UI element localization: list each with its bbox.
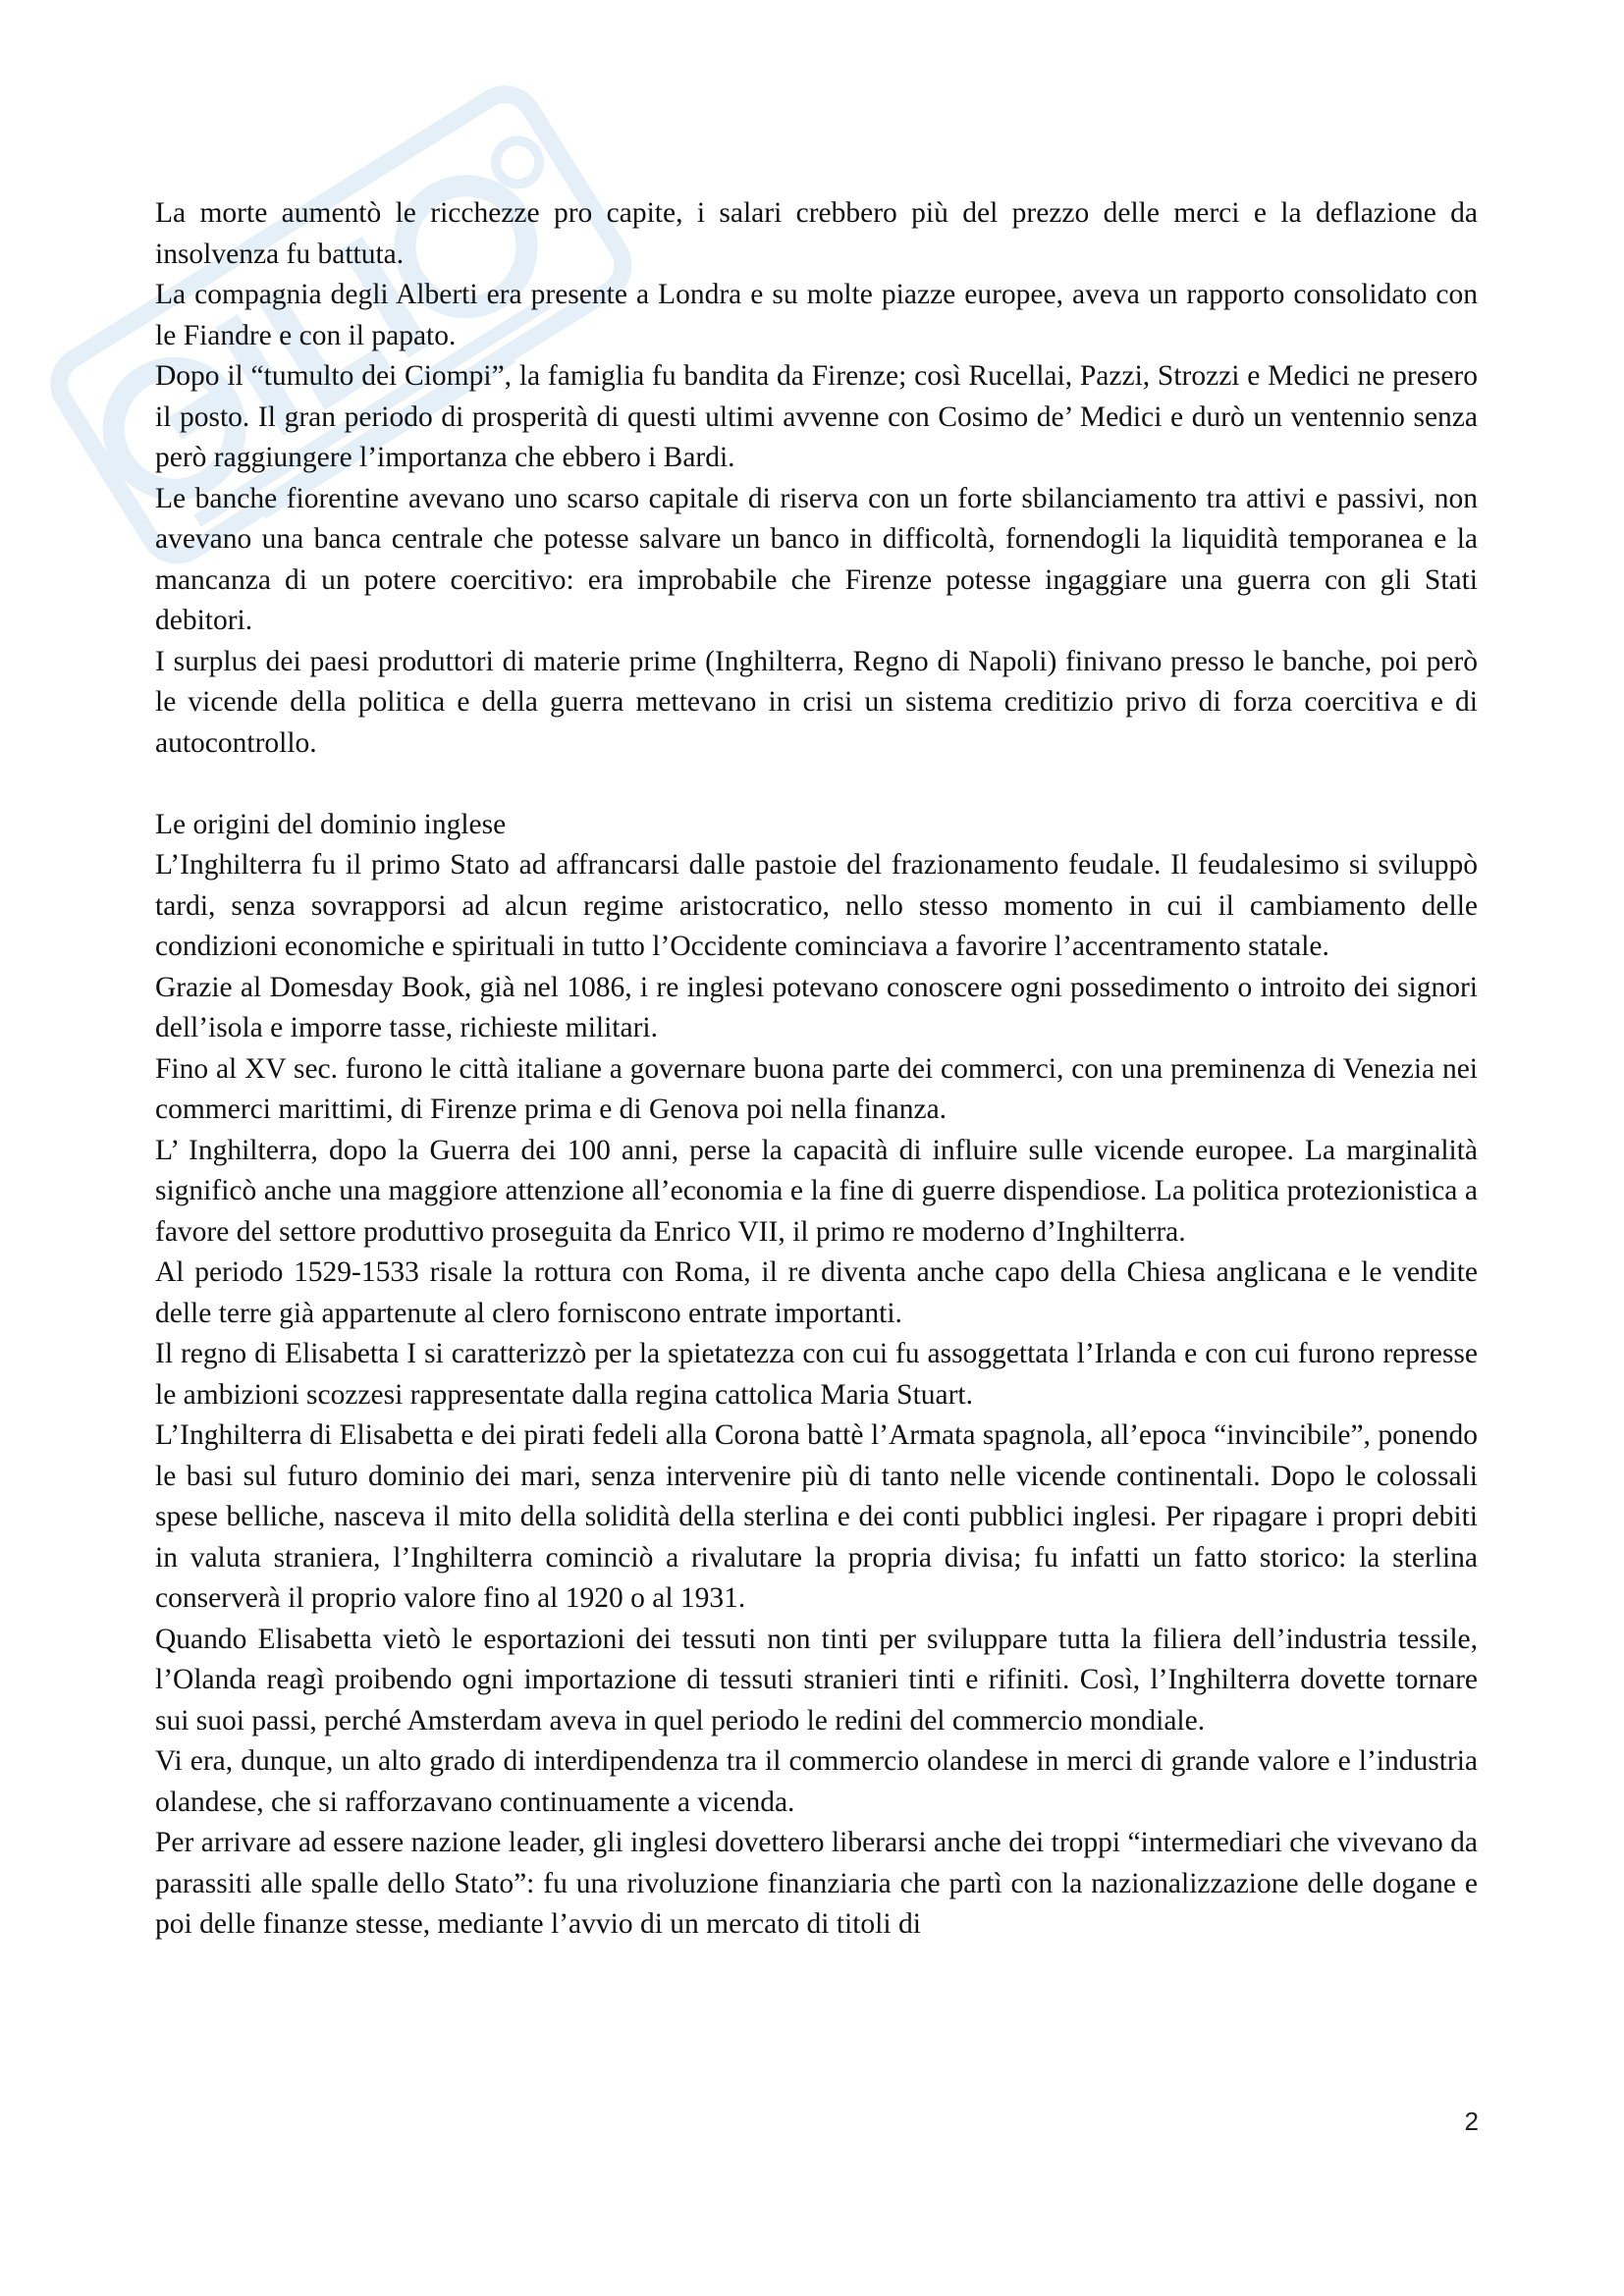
paragraph: Per arrivare ad essere nazione leader, gli inglesi dovettero liberarsi anche dei troppi “intermediari che vivevano da parassiti alle spalle dello Stato”: fu una rivoluzione finanziaria che partì con la nazionalizzazione delle dogane e poi delle finanze stesse, mediante l’avvio di un mercato di titoli di bbox=[155, 1827, 1478, 1940]
paragraph: La compagnia degli Alberti era presente a Londra e su molte piazze europee, aveva un rapporto consolidato con le Fiandre e con il papato. bbox=[155, 279, 1478, 351]
paragraph: L’Inghilterra di Elisabetta e dei pirati fedeli alla Corona battè l’Armata spagnola, all’epoca “invincibile”, ponendo le basi sul futuro dominio dei mari, senza intervenire più di tanto nelle vicende continentali. Dopo le colossali spese belliche, nasceva il mito della solidità della sterlina e dei conti pubblici inglesi. Per ripagare i propri debiti in valuta straniera, l’Inghilterra cominciò a rivalutare la propria divisa; fu infatti un fatto storico: la sterlina conserverà il proprio valore fino al 1920 o al 1931. bbox=[155, 1419, 1478, 1614]
paragraph: Vi era, dunque, un alto grado di interdipendenza tra il commercio olandese in merci di grande valore e l’industria olandese, che si rafforzavano continuamente a vicenda. bbox=[155, 1745, 1478, 1818]
paragraph: Quando Elisabetta vietò le esportazioni dei tessuti non tinti per sviluppare tutta la filiera dell’industria tessile, l’Olanda reagì proibendo ogni importazione di tessuti stranieri tinti e rifiniti. Così, l’Inghilterra dovette tornare sui suoi passi, perché Amsterdam aveva in quel periodo le redini del commercio mondiale. bbox=[155, 1623, 1478, 1736]
paragraph: L’Inghilterra fu il primo Stato ad affrancarsi dalle pastoie del frazionamento feudale. Il feudalesimo si sviluppò tardi, senza sovrapporsi ad alcun regime aristocratico, nello stesso momento in cui il cambiamento delle condizioni economiche e spirituali in tutto l’Occidente cominciava a favorire l’accentramento statale. bbox=[155, 849, 1478, 962]
paragraph: Le banche fiorentine avevano uno scarso capitale di riserva con un forte sbilanciamento tra attivi e passivi, non avevano una banca centrale che potesse salvare un banco in difficoltà, fornendogli la liquidità temporanea e la mancanza di un potere coercitivo: era improbabile che Firenze potesse ingaggiare una guerra con gli Stati debitori. bbox=[155, 482, 1478, 636]
paragraph: Il regno di Elisabetta I si caratterizzò per la spietatezza con cui fu assoggettata l’Irlanda e con cui furono represse le ambizioni scozzesi rappresentate dalla regina cattolica Maria Stuart. bbox=[155, 1338, 1478, 1411]
paragraph: I surplus dei paesi produttori di materie prime (Inghilterra, Regno di Napoli) finivano presso le banche, poi però le vicende della politica e della guerra mettevano in crisi un sistema creditizio privo di forza coercitiva e di autocontrollo. bbox=[155, 645, 1478, 759]
paragraph: Fino al XV sec. furono le città italiane a governare buona parte dei commerci, con una preminenza di Venezia nei commerci marittimi, di Firenze prima e di Genova poi nella finanza. bbox=[155, 1052, 1478, 1125]
paragraph: Grazie al Domesday Book, già nel 1086, i re inglesi potevano conoscere ogni possedimento o introito dei signori dell’isola e imporre tasse, richieste militari. bbox=[155, 971, 1478, 1043]
paragraph: La morte aumentò le ricchezze pro capite, i salari crebbero più del prezzo delle merci e la deflazione da insolvenza fu battuta. bbox=[155, 197, 1478, 270]
paragraph: Al periodo 1529-1533 risale la rottura con Roma, il re diventa anche capo della Chiesa anglicana e le vendite delle terre già appartenute al clero forniscono entrate importanti. bbox=[155, 1256, 1478, 1329]
blank-line bbox=[155, 764, 1478, 805]
paragraph: L’ Inghilterra, dopo la Guerra dei 100 anni, perse la capacità di influire sulle vicende europee. La marginalità significò anche una maggiore attenzione all’economia e la fine di guerre dispendiose. La politica protezionistica a favore del settore produttivo proseguita da Enrico VII, il primo re moderno d’Inghilterra. bbox=[155, 1134, 1478, 1248]
document-body bbox=[155, 193, 1478, 1946]
section-heading: Le origini del dominio inglese bbox=[155, 808, 507, 840]
paragraph: Dopo il “tumulto dei Ciompi”, la famiglia fu bandita da Firenze; così Rucellai, Pazzi, Strozzi e Medici ne presero il posto. Il gran periodo di prosperità di questi ultimi avvenne con Cosimo de’ Medici e durò un ventennio senza però raggiungere l’importanza che ebbero i Bardi. bbox=[155, 360, 1478, 473]
page-number: 2 bbox=[1464, 2107, 1479, 2136]
